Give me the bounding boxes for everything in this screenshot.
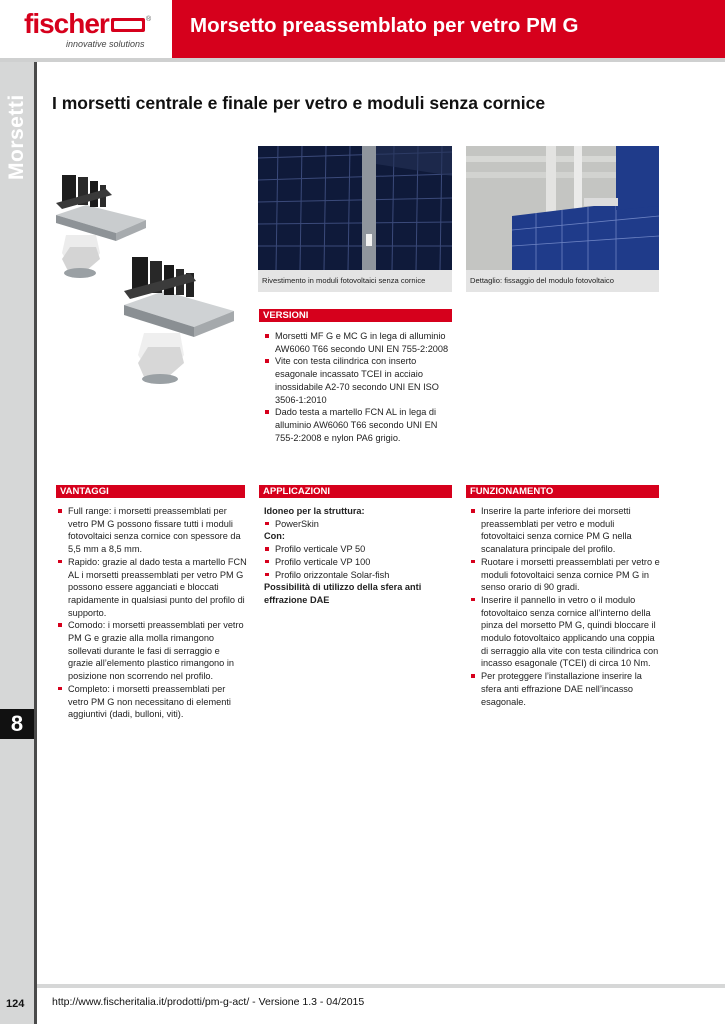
list-item: Morsetti MF G e MC G in lega di alluminio AW6060 T66 secondo UNI EN 755-2:2008	[264, 330, 454, 355]
chapter-number: 8	[0, 709, 34, 739]
list-item: Per proteggere l’installazione inserire la sfera anti effrazione DAE nell’incasso esagonale.	[470, 670, 660, 708]
logo-wordmark: fischer	[24, 8, 109, 39]
sidebar	[0, 62, 37, 1024]
photo-caption: Dettaglio: fissaggio del modulo fotovoltaico	[466, 270, 659, 292]
footer-url[interactable]: http://www.fischeritalia.it/prodotti/pm-g-act/ - Versione 1.3 - 04/2015	[52, 996, 365, 1008]
vantaggi-heading: VANTAGGI	[56, 485, 245, 498]
photo-detail	[466, 146, 659, 270]
list-item: PowerSkin	[264, 518, 454, 531]
vantaggi-list	[57, 505, 247, 721]
photo-caption: Rivestimento in moduli fotovoltaici senza cornice	[258, 270, 452, 292]
funzionamento-heading: FUNZIONAMENTO	[466, 485, 659, 498]
list-item: Full range: i morsetti preassemblati per vetro PM G possono fissare tutti i moduli fotovoltaici senza cornice con spessore da 5,5 mm a 8,5 mm.	[57, 505, 247, 556]
list-item: Inserire il pannello in vetro o il modulo fotovoltaico senza cornice all’interno della pinza del morsetto PM G, quindi bloccare il modulo fotovoltaico applicando una coppia di serraggio alla vite con testa cilindrica con incasso esagonale (TCEI) di circa 10 Nm.	[470, 594, 660, 670]
list-item: Vite con testa cilindrica con inserto esagonale incassato TCEI in acciaio inossidabile A2-70 secondo UNI EN ISO 3506-1:2010	[264, 355, 454, 406]
list-item: Rapido: grazie al dado testa a martello FCN AL i morsetti preassemblati per vetro PM G possono essere agganciati e bloccati rapidamente in qualsiasi punto del profilo di supporto.	[57, 556, 247, 620]
footer-divider	[37, 984, 725, 988]
list-item: Ruotare i morsetti preassemblati per vetro e moduli fotovoltaici senza cornice PM G in senso orario di 90 gradi.	[470, 556, 660, 594]
list-item: Comodo: i morsetti preassemblati per vetro PM G e grazie alla molla rimangono sollevati durante le fasi di serraggio e grazie all’elemento plastico rimangono in posizione non scorrendo nel profilo.	[57, 619, 247, 683]
list-item: Inserire la parte inferiore dei morsetti preassemblati per vetro e moduli fotovoltaici senza cornice PM G nella scanalatura principale del profilo.	[470, 505, 660, 556]
section-heading: I morsetti centrale e finale per vetro e moduli senza cornice	[52, 93, 546, 113]
con-label: Con:	[264, 531, 285, 542]
logo-tagline: innovative solutions	[66, 39, 145, 49]
funzionamento-list	[470, 505, 660, 708]
struttura-label: Idoneo per la struttura:	[264, 506, 365, 516]
section-label: Morsetti	[5, 94, 28, 180]
title-bar	[172, 0, 725, 58]
product-image	[52, 165, 252, 395]
list-item: Profilo verticale VP 50	[264, 543, 454, 556]
photo-facade	[258, 146, 452, 270]
applicazioni-heading: APPLICAZIONI	[259, 485, 452, 498]
applicazioni-note: Possibilità di utilizzo della sfera anti effrazione DAE	[264, 582, 422, 605]
versioni-heading: VERSIONI	[259, 309, 452, 322]
list-item: Profilo verticale VP 100	[264, 556, 454, 569]
registered-mark-icon: ®	[146, 16, 152, 23]
list-item: Dado testa a martello FCN AL in lega di alluminio AW6060 T66 secondo UNI EN 755-2:2008 e nylon PA6 grigio.	[264, 406, 454, 444]
list-item: Profilo orizzontale Solar-fish	[264, 569, 454, 582]
brand-logo	[0, 0, 172, 58]
page-number: 124	[6, 998, 25, 1010]
sidebar-divider	[34, 62, 37, 1024]
page-title: Morsetto preassemblato per vetro PM G	[190, 14, 579, 37]
header-divider	[0, 58, 725, 62]
versioni-list	[264, 330, 454, 444]
list-item: Completo: i morsetti preassemblati per vetro PM G non necessitano di elementi aggiuntivi (dadi, bulloni, viti).	[57, 683, 247, 721]
logo-badge-icon	[111, 18, 145, 32]
applicazioni-block	[264, 505, 454, 607]
page-header	[0, 0, 725, 58]
